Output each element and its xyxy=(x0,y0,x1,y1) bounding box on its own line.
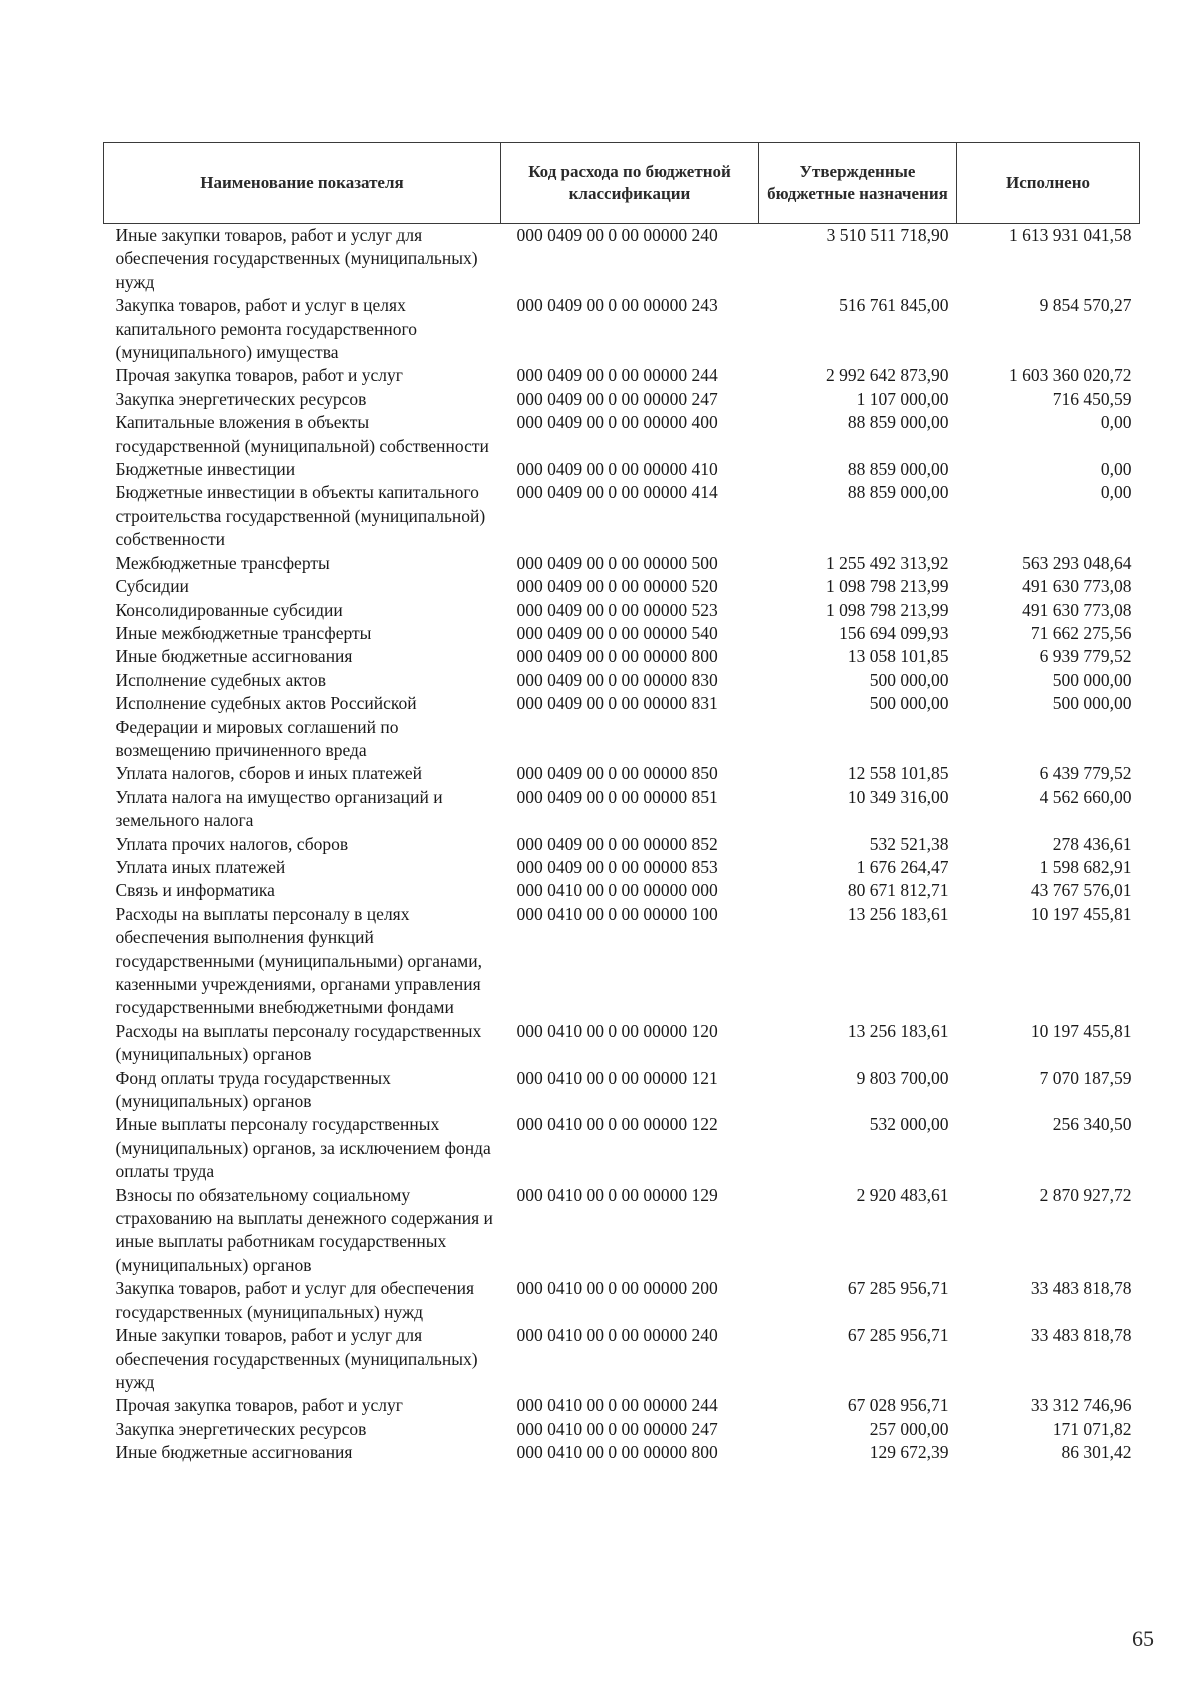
row-executed-amount: 500 000,00 xyxy=(1052,693,1132,714)
row-approved-amount: 2 992 642 873,90 xyxy=(826,365,949,386)
row-executed-amount: 563 293 048,64 xyxy=(1022,552,1132,573)
row-indicator-name: Исполнение судебных актов xyxy=(115,669,327,690)
row-executed-amount: 2 870 927,72 xyxy=(1039,1184,1132,1205)
row-indicator-name: Закупка товаров, работ и услуг в целях капитального ремонта государственного (муниципального) имущества xyxy=(115,295,418,363)
row-approved-amount: 1 107 000,00 xyxy=(856,388,949,409)
row-approved-amount: 80 671 812,71 xyxy=(847,880,949,901)
row-approved-amount: 13 058 101,85 xyxy=(847,646,949,667)
row-executed-amount: 0,00 xyxy=(1100,482,1132,503)
row-approved-amount: 3 510 511 718,90 xyxy=(826,225,949,245)
row-executed-amount: 0,00 xyxy=(1100,459,1132,480)
row-indicator-name: Прочая закупка товаров, работ и услуг xyxy=(115,1395,403,1416)
row-expense-code: 000 0409 00 0 00 00000 523 xyxy=(516,599,718,620)
row-approved-amount: 1 255 492 313,92 xyxy=(826,552,949,573)
row-indicator-name: Уплата иных платежей xyxy=(115,856,286,877)
row-executed-amount: 171 071,82 xyxy=(1052,1418,1132,1439)
row-indicator-name: Бюджетные инвестиции в объекты капитального строительства государственной (муниципальной) собственности xyxy=(115,482,486,550)
row-expense-code: 000 0409 00 0 00 00000 830 xyxy=(516,669,718,690)
row-approved-amount: 67 285 956,71 xyxy=(847,1325,949,1346)
header-row xyxy=(104,143,1140,224)
row-expense-code: 000 0409 00 0 00 00000 247 xyxy=(516,388,718,409)
row-executed-amount: 6 939 779,52 xyxy=(1039,646,1132,667)
row-expense-code: 000 0409 00 0 00 00000 850 xyxy=(516,763,718,784)
row-executed-amount: 0,00 xyxy=(1100,412,1132,433)
table-body xyxy=(104,224,1140,1465)
row-indicator-name: Уплата налога на имущество организаций и земельного налога xyxy=(115,786,443,831)
row-indicator-name: Уплата налогов, сборов и иных платежей xyxy=(115,763,422,784)
table-row xyxy=(104,552,1140,575)
row-expense-code: 000 0409 00 0 00 00000 240 xyxy=(516,225,718,245)
table-row xyxy=(104,833,1140,856)
row-approved-amount: 88 859 000,00 xyxy=(847,459,949,480)
row-executed-amount: 491 630 773,08 xyxy=(1022,576,1132,597)
budget-table-container xyxy=(103,142,1139,1465)
row-executed-amount: 491 630 773,08 xyxy=(1022,599,1132,620)
table-row xyxy=(104,762,1140,785)
row-approved-amount: 516 761 845,00 xyxy=(839,295,949,316)
row-approved-amount: 12 558 101,85 xyxy=(847,763,949,784)
table-row xyxy=(104,1113,1140,1183)
row-executed-amount: 33 312 746,96 xyxy=(1030,1395,1132,1416)
row-indicator-name: Иные бюджетные ассигнования xyxy=(115,1442,353,1463)
row-expense-code: 000 0409 00 0 00 00000 852 xyxy=(516,833,718,854)
row-expense-code: 000 0409 00 0 00 00000 520 xyxy=(516,576,718,597)
row-approved-amount: 500 000,00 xyxy=(869,693,949,714)
row-expense-code: 000 0409 00 0 00 00000 500 xyxy=(516,552,718,573)
table-row xyxy=(104,1184,1140,1278)
row-approved-amount: 532 000,00 xyxy=(869,1114,949,1135)
row-indicator-name: Расходы на выплаты персоналу государственных (муниципальных) органов xyxy=(115,1020,482,1065)
row-indicator-name: Иные бюджетные ассигнования xyxy=(115,646,353,667)
row-executed-amount: 1 603 360 020,72 xyxy=(1009,365,1132,386)
row-expense-code: 000 0410 00 0 00 00000 120 xyxy=(516,1020,718,1041)
table-row xyxy=(104,575,1140,598)
table-row xyxy=(104,458,1140,481)
row-approved-amount: 129 672,39 xyxy=(869,1442,949,1463)
row-executed-amount: 33 483 818,78 xyxy=(1030,1325,1132,1346)
row-expense-code: 000 0409 00 0 00 00000 243 xyxy=(516,295,718,316)
page-number: 65 xyxy=(1132,1626,1154,1651)
row-indicator-name: Субсидии xyxy=(115,576,189,597)
table-row xyxy=(104,1441,1140,1464)
table-row xyxy=(104,1394,1140,1417)
table-row xyxy=(104,411,1140,458)
table-row xyxy=(104,786,1140,833)
row-approved-amount: 156 694 099,93 xyxy=(839,622,949,643)
table-row xyxy=(104,903,1140,1020)
header-expense-code: Код расхода по бюджетной классификации xyxy=(501,143,759,224)
row-executed-amount: 256 340,50 xyxy=(1052,1114,1132,1135)
row-indicator-name: Закупка энергетических ресурсов xyxy=(115,388,367,409)
row-approved-amount: 500 000,00 xyxy=(869,669,949,690)
row-approved-amount: 1 098 798 213,99 xyxy=(826,576,949,597)
row-executed-amount: 10 197 455,81 xyxy=(1030,1020,1132,1041)
row-approved-amount: 13 256 183,61 xyxy=(847,1020,949,1041)
row-approved-amount: 67 285 956,71 xyxy=(847,1278,949,1299)
row-indicator-name: Закупка товаров, работ и услуг для обеспечения государственных (муниципальных) нужд xyxy=(115,1278,475,1322)
row-expense-code: 000 0410 00 0 00 00000 100 xyxy=(516,903,718,924)
table-row xyxy=(104,669,1140,692)
row-approved-amount: 13 256 183,61 xyxy=(847,903,949,924)
row-executed-amount: 500 000,00 xyxy=(1052,669,1132,690)
row-indicator-name: Исполнение судебных актов Российской Федерации и мировых соглашений по возмещению причиненного вреда xyxy=(115,693,417,760)
row-executed-amount: 33 483 818,78 xyxy=(1030,1278,1132,1299)
header-approved-appropriations: Утвержденные бюджетные назначения xyxy=(759,143,957,224)
row-indicator-name: Бюджетные инвестиции xyxy=(115,459,296,480)
table-row xyxy=(104,1324,1140,1394)
row-expense-code: 000 0409 00 0 00 00000 410 xyxy=(516,459,718,480)
row-executed-amount: 1 598 682,91 xyxy=(1039,856,1132,877)
row-expense-code: 000 0409 00 0 00 00000 831 xyxy=(516,693,718,714)
row-approved-amount: 9 803 700,00 xyxy=(856,1067,949,1088)
row-expense-code: 000 0409 00 0 00 00000 400 xyxy=(516,412,718,433)
row-expense-code: 000 0410 00 0 00 00000 122 xyxy=(516,1114,718,1135)
row-expense-code: 000 0409 00 0 00 00000 540 xyxy=(516,622,718,643)
row-expense-code: 000 0410 00 0 00 00000 200 xyxy=(516,1278,718,1299)
row-executed-amount: 278 436,61 xyxy=(1052,833,1132,854)
row-approved-amount: 1 676 264,47 xyxy=(856,856,949,877)
table-row xyxy=(104,481,1140,551)
row-approved-amount: 88 859 000,00 xyxy=(847,482,949,503)
table-row xyxy=(104,388,1140,411)
table-row xyxy=(104,294,1140,364)
row-approved-amount: 88 859 000,00 xyxy=(847,412,949,433)
row-indicator-name: Иные закупки товаров, работ и услуг для обеспечения государственных (муниципальных) нужд xyxy=(115,1325,478,1392)
row-expense-code: 000 0409 00 0 00 00000 244 xyxy=(516,365,718,386)
table-row xyxy=(104,1277,1140,1324)
row-expense-code: 000 0410 00 0 00 00000 000 xyxy=(516,880,718,901)
row-indicator-name: Иные закупки товаров, работ и услуг для обеспечения государственных (муниципальных) нужд xyxy=(115,225,478,292)
row-indicator-name: Фонд оплаты труда государственных (муниципальных) органов xyxy=(115,1067,391,1112)
row-indicator-name: Уплата прочих налогов, сборов xyxy=(115,833,349,854)
row-expense-code: 000 0410 00 0 00 00000 247 xyxy=(516,1418,718,1439)
table-row xyxy=(104,1067,1140,1114)
row-executed-amount: 86 301,42 xyxy=(1061,1442,1132,1463)
row-executed-amount: 7 070 187,59 xyxy=(1039,1067,1132,1088)
row-approved-amount: 2 920 483,61 xyxy=(856,1184,949,1205)
table-row xyxy=(104,1418,1140,1441)
row-executed-amount: 10 197 455,81 xyxy=(1030,903,1132,924)
row-executed-amount: 1 613 931 041,58 xyxy=(1009,225,1132,245)
row-indicator-name: Связь и информатика xyxy=(115,880,275,901)
table-row xyxy=(104,599,1140,622)
row-expense-code: 000 0410 00 0 00 00000 800 xyxy=(516,1442,718,1463)
table-row xyxy=(104,1020,1140,1067)
row-expense-code: 000 0409 00 0 00 00000 851 xyxy=(516,786,718,807)
row-executed-amount: 9 854 570,27 xyxy=(1039,295,1132,316)
row-approved-amount: 257 000,00 xyxy=(869,1418,949,1439)
header-indicator-name: Наименование показателя xyxy=(104,143,501,224)
row-indicator-name: Прочая закупка товаров, работ и услуг xyxy=(115,365,403,386)
row-indicator-name: Капитальные вложения в объекты государственной (муниципальной) собственности xyxy=(115,412,489,456)
row-executed-amount: 43 767 576,01 xyxy=(1030,880,1132,901)
row-indicator-name: Консолидированные субсидии xyxy=(115,599,343,620)
row-expense-code: 000 0409 00 0 00 00000 414 xyxy=(516,482,718,503)
table-row xyxy=(104,364,1140,387)
row-indicator-name: Иные выплаты персоналу государственных (муниципальных) органов, за исключением фонда оплаты труда xyxy=(115,1114,491,1182)
row-indicator-name: Расходы на выплаты персоналу в целях обеспечения выполнения функций государственными (муниципальными) органами, казенными учреждениями, органами управления государственными внебюджетными фондами xyxy=(115,903,482,1018)
row-expense-code: 000 0410 00 0 00 00000 129 xyxy=(516,1184,718,1205)
row-expense-code: 000 0410 00 0 00 00000 244 xyxy=(516,1395,718,1416)
table-header xyxy=(104,143,1140,224)
row-indicator-name: Взносы по обязательному социальному страхованию на выплаты денежного содержания и иные выплаты работникам государственных (муниципальных) органов xyxy=(115,1184,493,1275)
table-row xyxy=(104,879,1140,902)
row-executed-amount: 71 662 275,56 xyxy=(1030,622,1132,643)
row-indicator-name: Закупка энергетических ресурсов xyxy=(115,1418,367,1439)
table-row xyxy=(104,224,1140,295)
table-row xyxy=(104,856,1140,879)
header-executed: Исполнено xyxy=(957,143,1140,224)
row-executed-amount: 716 450,59 xyxy=(1052,388,1132,409)
row-approved-amount: 67 028 956,71 xyxy=(847,1395,949,1416)
row-executed-amount: 4 562 660,00 xyxy=(1039,786,1132,807)
row-approved-amount: 10 349 316,00 xyxy=(847,786,949,807)
row-indicator-name: Межбюджетные трансферты xyxy=(115,552,330,573)
row-expense-code: 000 0409 00 0 00 00000 800 xyxy=(516,646,718,667)
table-row xyxy=(104,645,1140,668)
row-approved-amount: 1 098 798 213,99 xyxy=(826,599,949,620)
row-approved-amount: 532 521,38 xyxy=(869,833,949,854)
row-executed-amount: 6 439 779,52 xyxy=(1039,763,1132,784)
row-expense-code: 000 0410 00 0 00 00000 121 xyxy=(516,1067,718,1088)
budget-execution-table xyxy=(103,142,1140,1465)
row-expense-code: 000 0410 00 0 00 00000 240 xyxy=(516,1325,718,1346)
table-row xyxy=(104,692,1140,762)
row-indicator-name: Иные межбюджетные трансферты xyxy=(115,622,372,643)
table-row xyxy=(104,622,1140,645)
row-expense-code: 000 0409 00 0 00 00000 853 xyxy=(516,856,718,877)
